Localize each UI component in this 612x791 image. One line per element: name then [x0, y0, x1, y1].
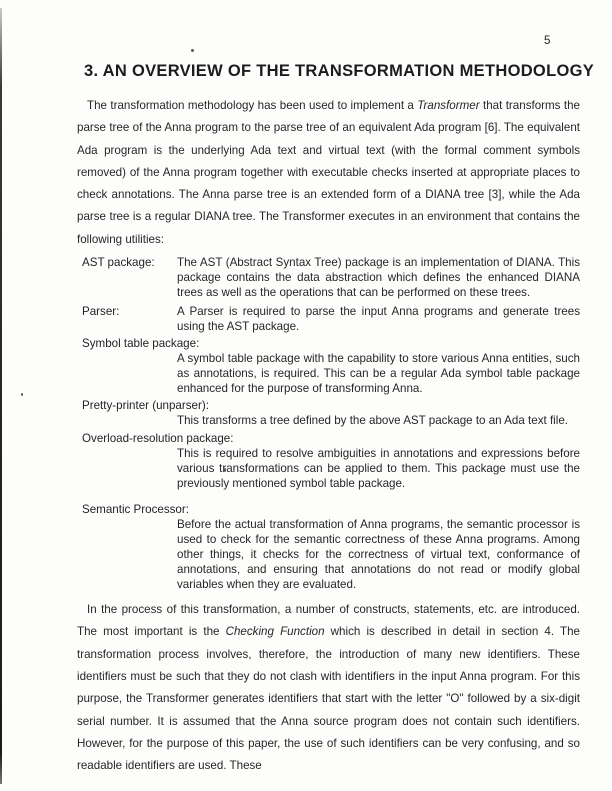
closing-text-start: In the process of this transformation, a number of constructs, statements, etc. are introduced. The most important is the: [77, 603, 580, 639]
definition-term: Semantic Processor:: [82, 503, 189, 517]
closing-text-end: which is described in detail in section 4. The transformation process involves, therefore, the introduction of many new identifiers. These identifiers must be such that they do not clash with identifiers in the input Anna program. For this purpose, the Transformer generates identifiers that start with the letter "O" followed by a six-digit serial number. It is assumed that the Anna source program does not contain such identifiers. However, for the purpose of this paper, the use of such identifiers can be very confusing, and so readable identifiers are used. These: [77, 625, 580, 773]
definition-description: A symbol table package with the capability to store various Anna entities, such as annotations, is required. This can be a regular Ada symbol table package enhanced for the purpose of transforming Anna.: [177, 352, 580, 396]
definition-description: Before the actual transformation of Anna programs, the semantic processor is used to check for the semantic correctness of these Anna programs. Among other things, it checks for the correctness of virtual text, conformance of annotations, and ensuring that annotations do not read or modify global variables when they are evaluated.: [177, 518, 580, 592]
intro-paragraph: [77, 95, 580, 251]
definition-term: Parser:: [82, 305, 120, 319]
closing-italic-term: Checking Function: [225, 625, 325, 639]
definition-description: This is required to resolve ambiguities in annotations and expressions before various transformations can be applied to them. This package must use the previously mentioned symbol table package.: [177, 447, 580, 491]
definition-description: The AST (Abstract Syntax Tree) package is an implementation of DIANA. This package contains the data abstraction which defines the enhanced DIANA trees as well as the operations that can be performed on these trees.: [177, 256, 580, 300]
definition-term: Pretty-printer (unparser):: [82, 399, 209, 413]
page-content: [77, 62, 595, 777]
definition-parser: [77, 304, 580, 334]
definition-semantic-processor: [77, 502, 580, 592]
definition-description: This transforms a tree defined by the above AST package to an Ada text file.: [177, 414, 568, 428]
scan-speck: [191, 49, 194, 52]
definition-overload-resolution: [77, 431, 580, 491]
definition-term: AST package:: [82, 256, 155, 270]
intro-text-end: that transforms the parse tree of the Anna program to the parse tree of an equivalent Ada program [6]. The equivalent Ada program is the underlying Ada text and virtual text (with the formal comment symbols removed) of the Anna program together with executable checks inserted at appropriate places to check annotations. The Anna parse tree is an extended form of a DIANA tree [3], while the Ada parse tree is a regular DIANA tree. The Transformer executes in an environment that contains the following utilities:: [77, 99, 580, 246]
scan-edge-artifact: [0, 8, 2, 784]
definition-ast-package: [77, 255, 580, 300]
definition-term: Overload-resolution package:: [82, 432, 234, 446]
intro-italic-term: Transformer: [417, 99, 480, 112]
definition-description: A Parser is required to parse the input Anna programs and generate trees using the AST package.: [177, 305, 580, 334]
closing-paragraph: [77, 599, 580, 777]
definition-pretty-printer: [77, 398, 580, 428]
page-number: 5: [544, 35, 551, 47]
scan-speck: [21, 393, 23, 396]
definition-symbol-table-package: [77, 336, 580, 396]
definition-term: Symbol table package:: [82, 337, 200, 351]
intro-text-start: The transformation methodology has been used to implement a: [87, 99, 418, 112]
section-heading: 3. AN OVERVIEW OF THE TRANSFORMATION METHODOLOGY: [84, 62, 595, 80]
utilities-definition-list: [77, 255, 580, 592]
